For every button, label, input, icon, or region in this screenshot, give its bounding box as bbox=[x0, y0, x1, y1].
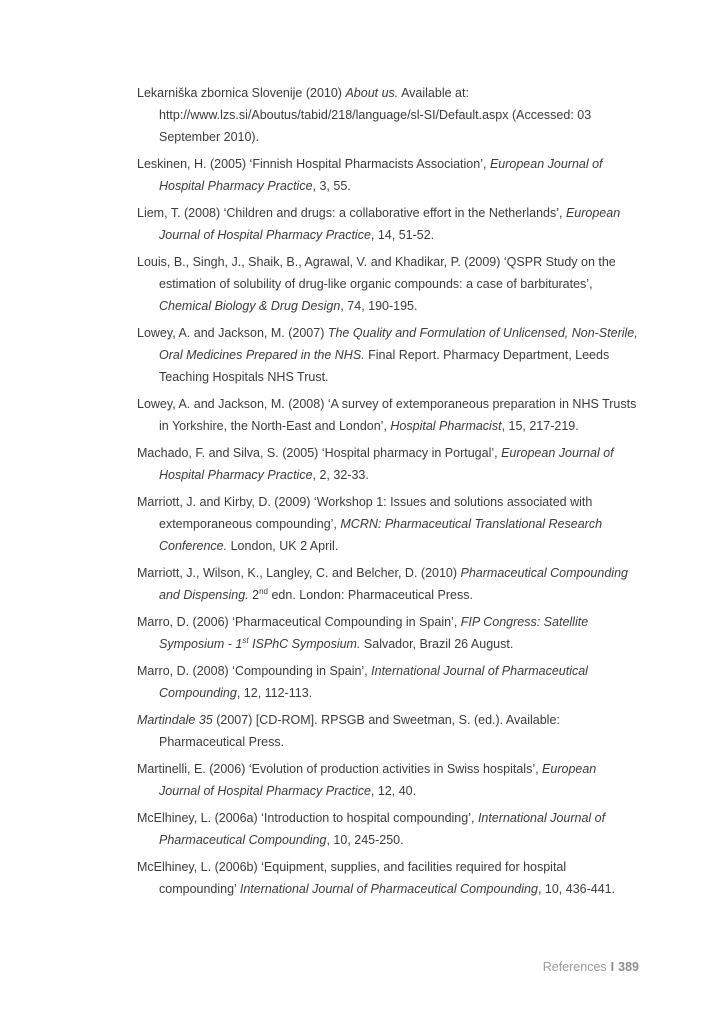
reference-entry bbox=[137, 491, 640, 557]
reference-text-segment: Available at: http://www.lzs.si/Aboutus/tabid/218/language/sl-SI/Default.aspx (Accessed: 03 September 2010). bbox=[159, 86, 592, 144]
reference-entry bbox=[137, 562, 640, 606]
reference-text-segment: (2007) [CD-ROM]. RPSGB and Sweetman, S. (ed.). Available: Pharmaceutical Press. bbox=[159, 713, 560, 749]
footer-section-label: References bbox=[542, 960, 607, 974]
reference-text-segment: European Journal of Hospital Pharmacy Practice bbox=[159, 762, 597, 798]
reference-entry bbox=[137, 709, 640, 753]
reference-entry bbox=[137, 660, 640, 704]
reference-text-segment: Pharmaceutical Compounding and Dispensing. bbox=[159, 566, 628, 602]
reference-text-segment: Leskinen, H. (2005) ‘Finnish Hospital Pharmacists Association’, bbox=[137, 157, 490, 171]
reference-text-segment: 2 bbox=[248, 588, 260, 602]
reference-text-segment: European Journal of Hospital Pharmacy Practice bbox=[159, 157, 603, 193]
reference-text-segment: ISPhC Symposium. bbox=[248, 637, 361, 651]
reference-text-segment: , 15, 217-219. bbox=[501, 419, 579, 433]
reference-text-segment: Hospital Pharmacist bbox=[390, 419, 502, 433]
reference-text-segment: Liem, T. (2008) ‘Children and drugs: a collaborative effort in the Netherlands’, bbox=[137, 206, 566, 220]
reference-text-segment: European Journal of Hospital Pharmacy Practice bbox=[159, 446, 614, 482]
reference-text-segment: , 3, 55. bbox=[312, 179, 351, 193]
reference-entry bbox=[137, 856, 640, 900]
reference-text-segment: International Journal of Pharmaceutical Compounding bbox=[239, 882, 538, 896]
reference-text-segment: MCRN: Pharmaceutical Translational Research Conference. bbox=[159, 517, 603, 553]
reference-text-segment: , 12, 112-113. bbox=[236, 686, 313, 700]
reference-entry bbox=[137, 153, 640, 197]
reference-text-segment: Martindale 35 bbox=[137, 713, 213, 727]
reference-entry bbox=[137, 202, 640, 246]
reference-text-segment: Lekarniška zbornica Slovenije (2010) bbox=[137, 86, 346, 100]
reference-text-segment: nd bbox=[259, 586, 268, 596]
reference-text-segment: International Journal of Pharmaceutical Compounding bbox=[159, 811, 606, 847]
reference-text-segment: , 10, 436-441. bbox=[537, 882, 616, 896]
reference-text-segment: , 10, 245-250. bbox=[326, 833, 404, 847]
reference-text-segment: McElhiney, L. (2006a) ‘Introduction to hospital compounding’, bbox=[137, 811, 478, 825]
reference-text-segment: , 74, 190-195. bbox=[340, 299, 418, 313]
footer-page-number: 389 bbox=[618, 960, 639, 974]
reference-text-segment: Marro, D. (2006) ‘Pharmaceutical Compounding in Spain’, bbox=[137, 615, 461, 629]
reference-entry bbox=[137, 393, 640, 437]
reference-list bbox=[137, 82, 640, 905]
reference-entry bbox=[137, 251, 640, 317]
reference-entry bbox=[137, 442, 640, 486]
reference-text-segment: Marro, D. (2008) ‘Compounding in Spain’, bbox=[137, 664, 372, 678]
reference-text-segment: edn. London: Pharmaceutical Press. bbox=[268, 588, 473, 602]
reference-text-segment: Louis, B., Singh, J., Shaik, B., Agrawal, V. and Khadikar, P. (2009) ‘QSPR Study on the estimation of solubility of drug-like organic compounds: a case of barbiturates’, bbox=[137, 255, 616, 291]
reference-text-segment: About us. bbox=[345, 86, 399, 100]
reference-text-segment: , 12, 40. bbox=[370, 784, 417, 798]
reference-text-segment: McElhiney, L. (2006b) ‘Equipment, supplies, and facilities required for hospital compounding’ bbox=[137, 860, 567, 896]
reference-text-segment: FIP Congress: Satellite Symposium - 1 bbox=[159, 615, 589, 651]
reference-text-segment: The Quality and Formulation of Unlicensed, Non-Sterile, Oral Medicines Prepared in the NHS. bbox=[159, 326, 638, 362]
reference-text-segment: Marriott, J. and Kirby, D. (2009) ‘Workshop 1: Issues and solutions associated with extemporaneous compounding’, bbox=[137, 495, 593, 531]
page-footer bbox=[543, 959, 639, 975]
reference-text-segment: Lowey, A. and Jackson, M. (2007) bbox=[137, 326, 328, 340]
footer-separator: I bbox=[610, 960, 615, 974]
reference-entry bbox=[137, 807, 640, 851]
reference-text-segment: European Journal of Hospital Pharmacy Practice bbox=[159, 206, 621, 242]
reference-entry bbox=[137, 758, 640, 802]
reference-text-segment: Marriott, J., Wilson, K., Langley, C. and Belcher, D. (2010) bbox=[137, 566, 461, 580]
reference-text-segment: International Journal of Pharmaceutical Compounding bbox=[159, 664, 588, 700]
reference-entry bbox=[137, 322, 640, 388]
reference-text-segment: Salvador, Brazil 26 August. bbox=[360, 637, 514, 651]
reference-text-segment: Lowey, A. and Jackson, M. (2008) ‘A survey of extemporaneous preparation in NHS Trusts in Yorkshire, the North-East and London’, bbox=[137, 397, 637, 433]
reference-entry bbox=[137, 611, 640, 655]
reference-text-segment: Machado, F. and Silva, S. (2005) ‘Hospital pharmacy in Portugal’, bbox=[137, 446, 502, 460]
reference-text-segment: London, UK 2 April. bbox=[227, 539, 339, 553]
reference-text-segment: Chemical Biology & Drug Design bbox=[159, 299, 341, 313]
reference-text-segment: , 2, 32-33. bbox=[312, 468, 369, 482]
reference-text-segment: Martinelli, E. (2006) ‘Evolution of production activities in Swiss hospitals’, bbox=[137, 762, 543, 776]
reference-text-segment: Final Report. Pharmacy Department, Leeds Teaching Hospitals NHS Trust. bbox=[159, 348, 610, 384]
reference-text-segment: , 14, 51-52. bbox=[370, 228, 435, 242]
reference-entry bbox=[137, 82, 640, 148]
reference-text-segment: st bbox=[242, 635, 249, 645]
